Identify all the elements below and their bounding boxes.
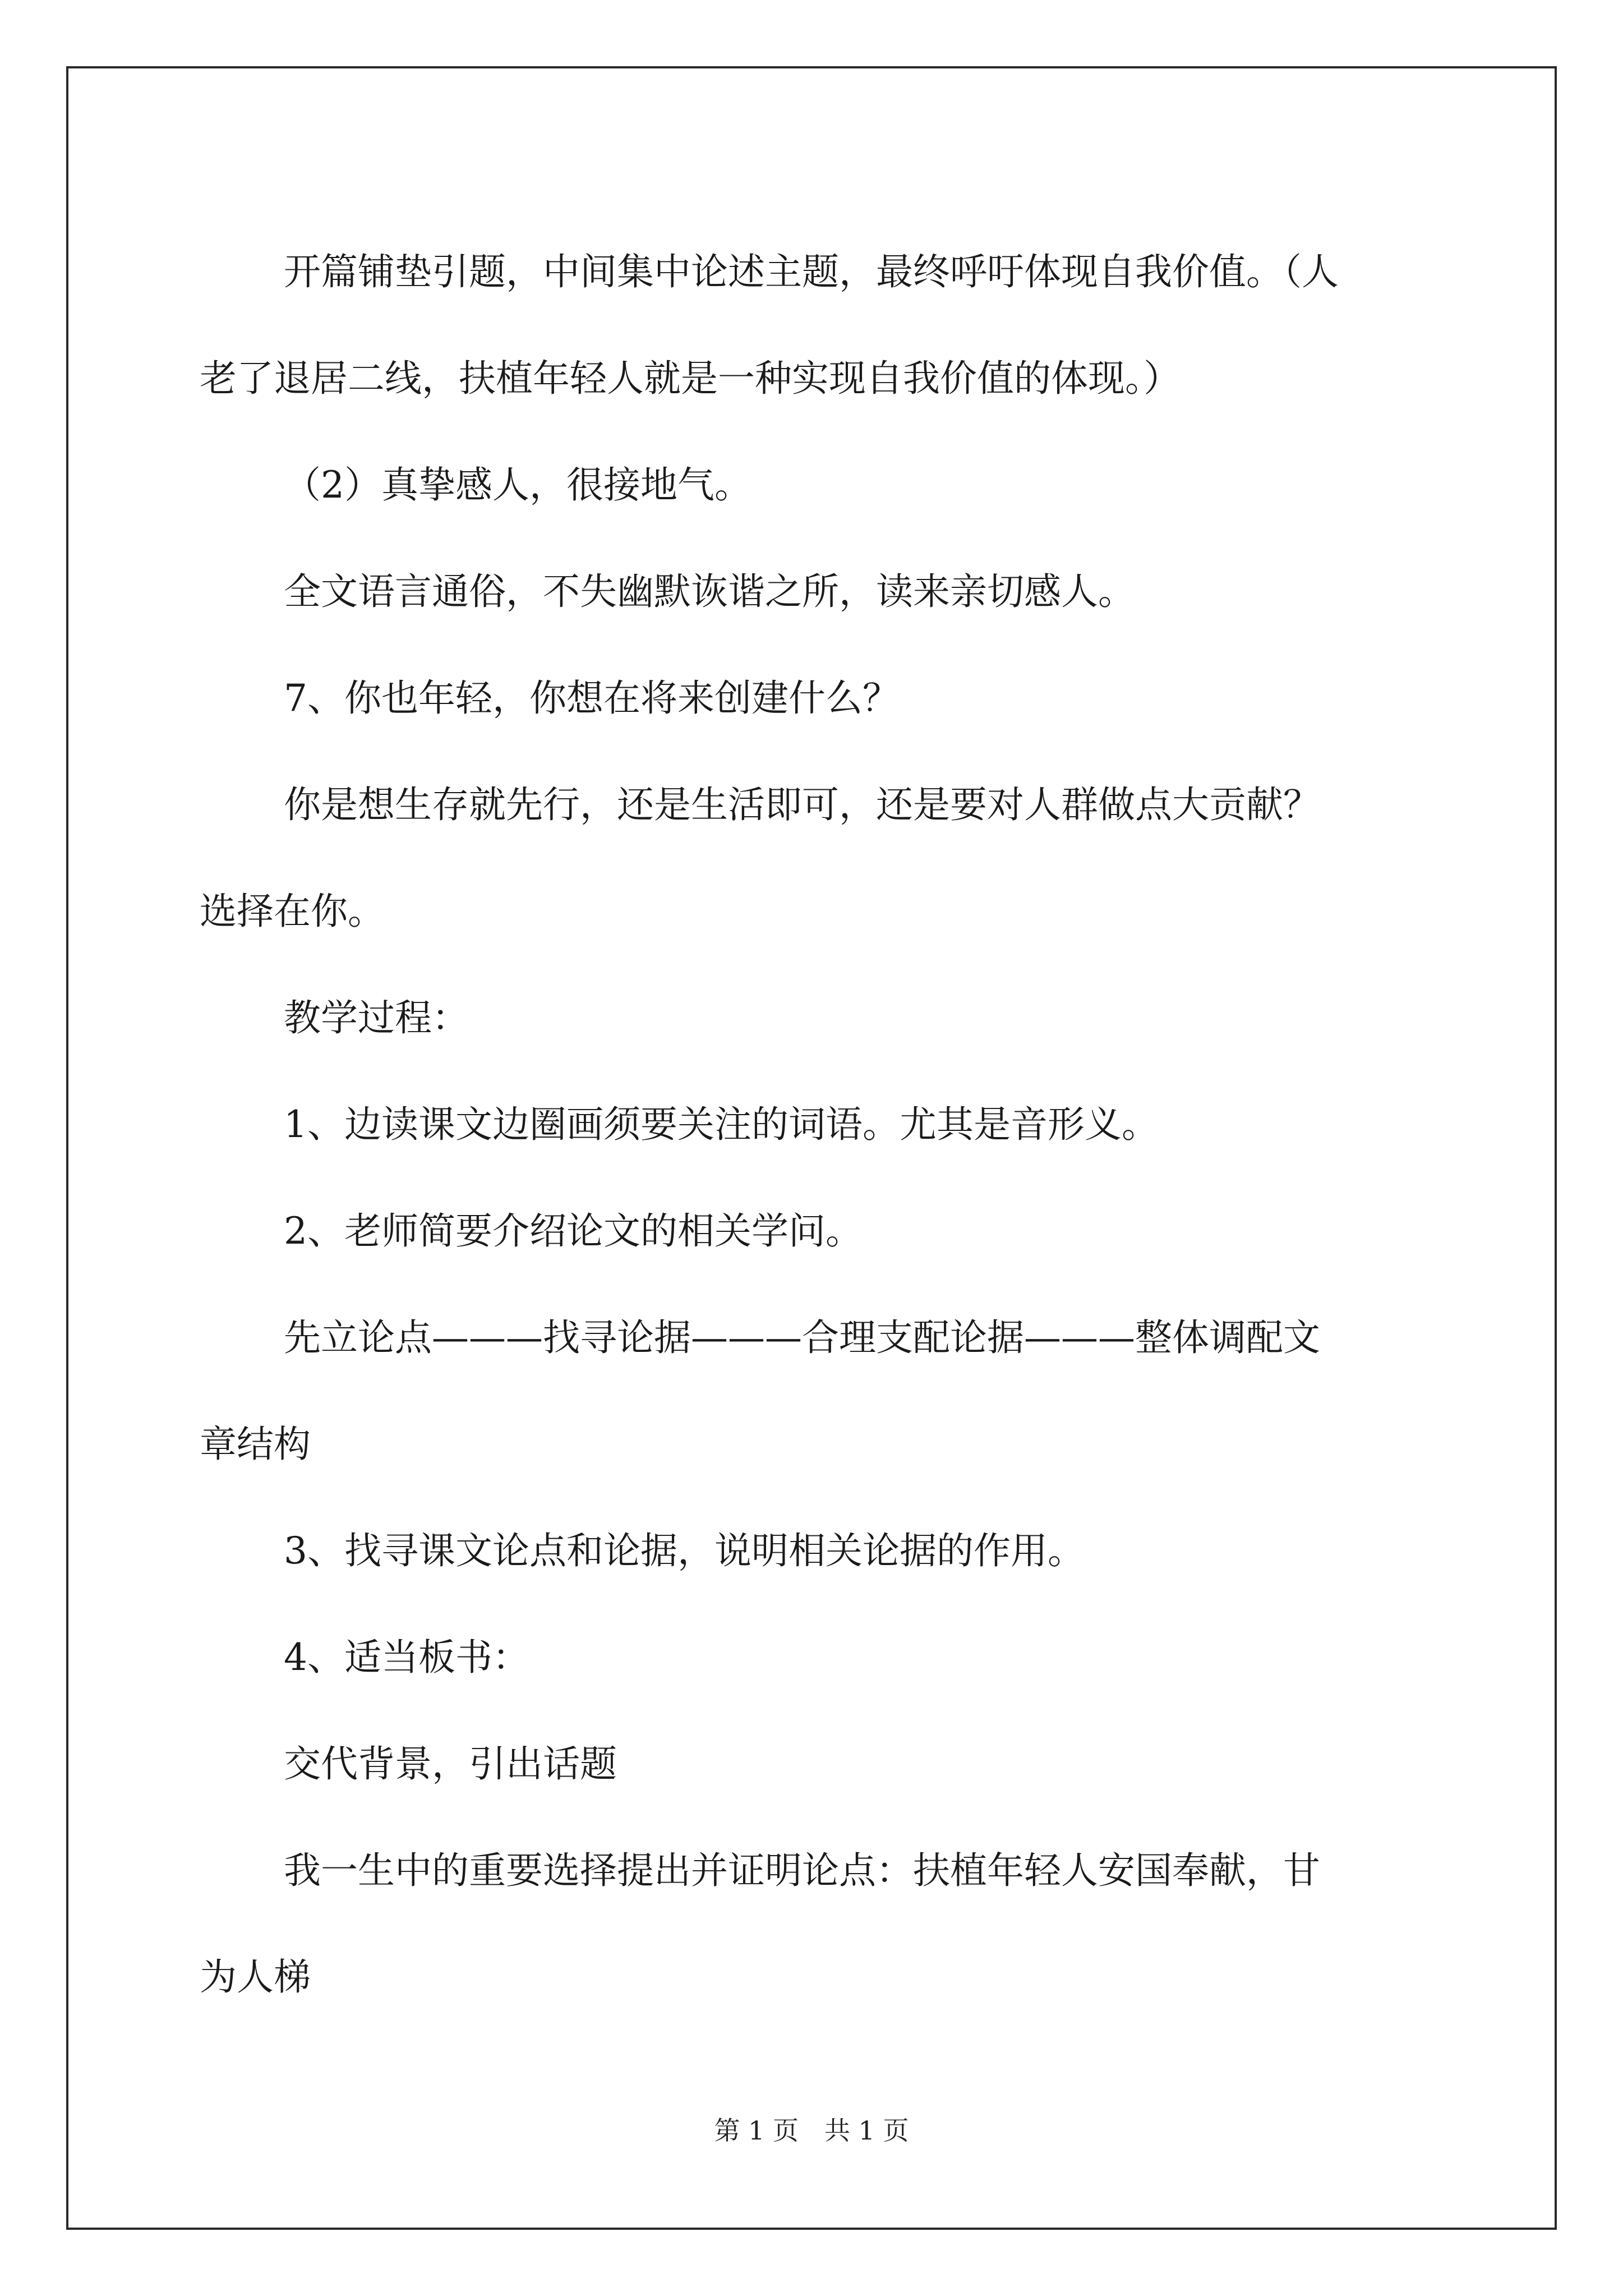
paragraph: 你是想生存就先行，还是生活即可，还是要对人群做点大贡献？ (284, 783, 1320, 826)
page-number: 第 1 页 共 1 页 (714, 2115, 909, 2146)
paragraph: 开篇铺垫引题，中间集中论述主题，最终呼吁体现自我价值。（人 (284, 250, 1339, 293)
paragraph: 选择在你。 (200, 890, 385, 933)
document-body (200, 219, 1428, 2031)
paragraph: 为人梯 (200, 1955, 311, 1999)
page-footer (0, 2114, 1623, 2147)
paragraph: 交代背景，引出话题 (284, 1742, 617, 1786)
paragraph: 4、适当板书： (284, 1636, 529, 1679)
paragraph: 1、边读课文边圈画须要关注的词语。尤其是音形义。 (284, 1103, 1159, 1146)
paragraph: 我一生中的重要选择提出并证明论点：扶植年轻人安国奉献，甘 (284, 1849, 1320, 1892)
paragraph: 老了退居二线，扶植年轻人就是一种实现自我价值的体现。） (200, 357, 1181, 400)
paragraph: 7、你也年轻，你想在将来创建什么？ (284, 677, 900, 720)
paragraph: 先立论点———找寻论据———合理支配论据———整体调配文 (284, 1316, 1320, 1359)
paragraph: 教学过程： (284, 996, 469, 1039)
paragraph: 全文语言通俗，不失幽默诙谐之所，读来亲切感人。 (284, 570, 1135, 613)
paragraph: 3、找寻课文论点和论据，说明相关论据的作用。 (284, 1529, 1085, 1572)
paragraph: 2、老师简要介绍论文的相关学问。 (284, 1209, 863, 1253)
paragraph: 章结构 (200, 1423, 311, 1466)
paragraph: （2）真挚感人，很接地气。 (284, 463, 751, 507)
